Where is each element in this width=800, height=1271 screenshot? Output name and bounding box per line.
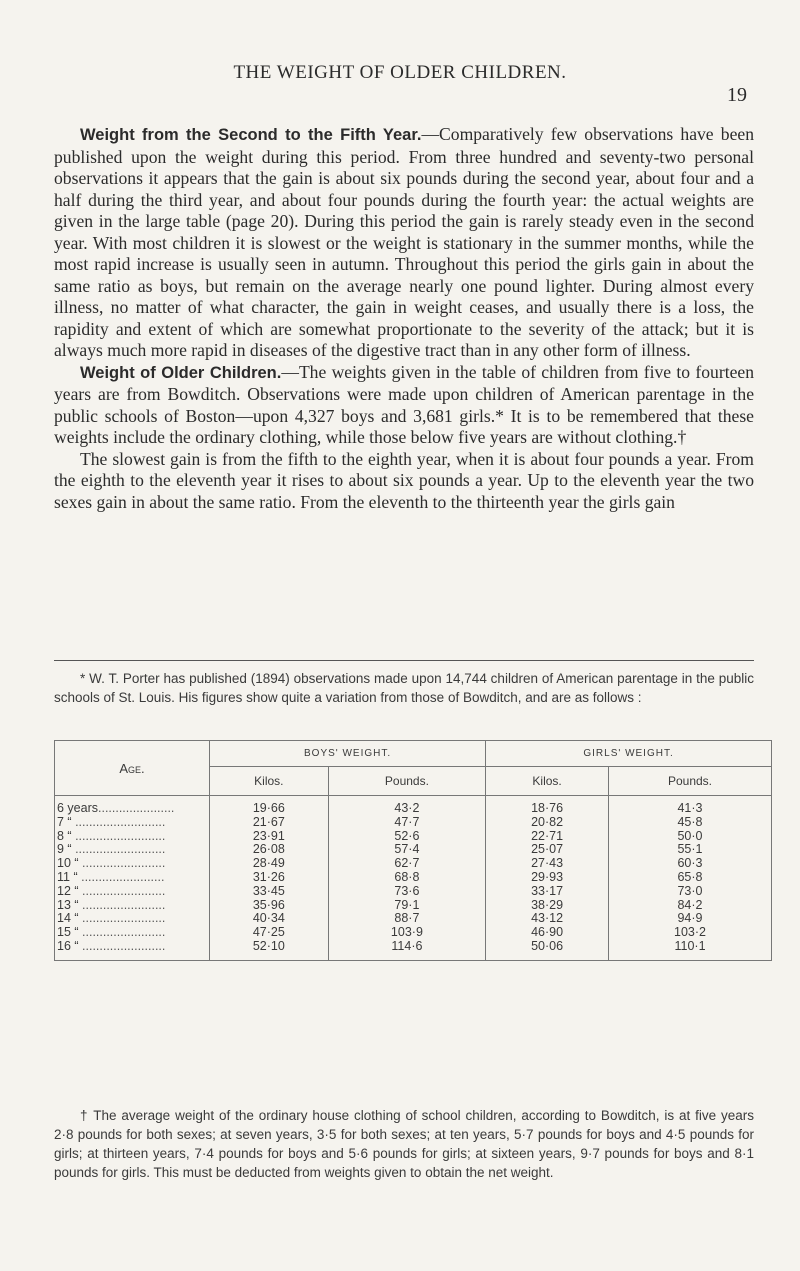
footnote-text: † The average weight of the ordinary house clothing of school children, according to Bowditch, is at five years 2·8 pounds for both sexes; at seven years, 3·5 for both sexes; at ten years, 5·7 pounds for boys and 4·5 pounds for girls; at thirteen years, 7·4 pounds for boys and 5·6 pounds for girls; at sixteen years, 9·7 pounds for boys and 8·1 pounds for girls. This must be deducted from weights given to obtain the net weight. <box>54 1108 754 1180</box>
table-row <box>55 885 772 899</box>
paragraph-slowest-gain <box>54 449 754 514</box>
weights-table <box>54 740 772 961</box>
girls-pounds-cell: 103·2 <box>609 926 772 940</box>
girls-kilos-header: Kilos. <box>486 767 609 796</box>
boys-pounds-header: Pounds. <box>328 767 485 796</box>
girls-pounds-cell: 65·8 <box>609 871 772 885</box>
boys-weight-header: BOYS' WEIGHT. <box>210 741 486 767</box>
boys-pounds-cell: 79·1 <box>328 899 485 913</box>
girls-kilos-cell: 33·17 <box>486 885 609 899</box>
girls-pounds-cell: 50·0 <box>609 830 772 844</box>
girls-pounds-cell: 55·1 <box>609 843 772 857</box>
girls-kilos-cell: 27·43 <box>486 857 609 871</box>
boys-pounds-cell: 52·6 <box>328 830 485 844</box>
leader-dots: ........................ <box>78 912 166 926</box>
leader-dots: .......................... <box>71 843 166 857</box>
age-cell: 9 “ <box>57 843 72 857</box>
boys-kilos-cell: 35·96 <box>210 899 329 913</box>
boys-kilos-cell: 21·67 <box>210 816 329 830</box>
footnote-text: * W. T. Porter has published (1894) observations made upon 14,744 children of American parentage in the public schools of St. Louis. His figures show quite a variation from those of Bowditch, and are as follows : <box>54 671 754 705</box>
table-row <box>55 857 772 871</box>
girls-kilos-cell: 25·07 <box>486 843 609 857</box>
table-row <box>55 871 772 885</box>
age-cell: 14 “ <box>57 912 79 926</box>
leader-dots: ........................ <box>78 926 166 940</box>
girls-kilos-cell: 46·90 <box>486 926 609 940</box>
girls-kilos-cell: 22·71 <box>486 830 609 844</box>
girls-pounds-cell: 84·2 <box>609 899 772 913</box>
boys-pounds-cell: 73·6 <box>328 885 485 899</box>
paragraph-second-to-fifth-year <box>54 124 754 362</box>
table-row <box>55 816 772 830</box>
section-heading: Weight from the Second to the Fifth Year. <box>80 126 422 144</box>
boys-kilos-cell: 23·91 <box>210 830 329 844</box>
age-cell: 7 “ <box>57 815 72 829</box>
boys-pounds-cell: 62·7 <box>328 857 485 871</box>
footnote-dagger <box>54 1106 754 1182</box>
table-row <box>55 830 772 844</box>
girls-pounds-cell: 45·8 <box>609 816 772 830</box>
footnote-star <box>54 669 754 707</box>
boys-kilos-cell: 40·34 <box>210 912 329 926</box>
table-row <box>55 912 772 926</box>
boys-kilos-cell: 47·25 <box>210 926 329 940</box>
table-row <box>55 926 772 940</box>
leader-dots: ........................ <box>78 898 166 912</box>
boys-kilos-header: Kilos. <box>210 767 329 796</box>
boys-kilos-cell: 28·49 <box>210 857 329 871</box>
boys-pounds-cell: 114·6 <box>328 940 485 960</box>
age-cell: 6 years <box>57 801 98 815</box>
girls-kilos-cell: 50·06 <box>486 940 609 960</box>
leader-dots: ........................ <box>78 939 166 953</box>
girls-kilos-cell: 43·12 <box>486 912 609 926</box>
boys-pounds-cell: 47·7 <box>328 816 485 830</box>
table-row <box>55 796 772 816</box>
boys-kilos-cell: 19·66 <box>210 796 329 816</box>
girls-pounds-cell: 73·0 <box>609 885 772 899</box>
girls-kilos-cell: 29·93 <box>486 871 609 885</box>
boys-kilos-cell: 52·10 <box>210 940 329 960</box>
age-cell: 16 “ <box>57 939 79 953</box>
age-cell: 10 “ <box>57 857 79 871</box>
leader-dots: .......................... <box>71 815 166 829</box>
age-cell: 13 “ <box>57 898 79 912</box>
age-cell: 12 “ <box>57 884 79 898</box>
boys-pounds-cell: 103·9 <box>328 926 485 940</box>
age-cell: 11 “ <box>57 870 78 884</box>
age-cell: 8 “ <box>57 829 72 843</box>
table-row <box>55 940 772 960</box>
footnote-rule <box>54 660 754 661</box>
paragraph-text: —Comparatively few observations have been published upon the weight during this period. From three hundred and seventy-two personal observations it appears that the gain is about six pounds during the second year, about four and a half during the third year, and about four pounds during the fourth year: the actual weights are given in the large table (page 20). During this period the gain is rarely steady even in the second year. With most children it is slowest or the weight is stationary in the summer months, while the most rapid increase is usually seen in autumn. Throughout this period the girls gain in about the same ratio as boys, but remain on the average nearly one pound lighter. During almost every illness, no matter of what character, the gain in weight ceases, and usually there is a loss, the rapidity and extent of which are somewhat proportionate to the severity of the attack; but it is always much more rapid in diseases of the digestive tract than in any other form of illness. <box>54 124 754 360</box>
girls-pounds-cell: 41·3 <box>609 796 772 816</box>
boys-kilos-cell: 33·45 <box>210 885 329 899</box>
paragraph-text: —The weights given in the table of children from five to fourteen years are from Bowditch. Observations were made upon children of American parentage in the public schools of Boston—upon 4,327 boys and 3,681 girls.* It is to be remembered that these weights include the ordinary clothing, while those below five years are without clothing.† <box>54 361 754 447</box>
boys-pounds-cell: 88·7 <box>328 912 485 926</box>
page-number: 19 <box>727 84 747 106</box>
leader-dots: ........................ <box>78 884 166 898</box>
leader-dots: ........................ <box>77 870 165 884</box>
weights-table-body <box>55 796 772 961</box>
age-cell: 15 “ <box>57 926 79 940</box>
leader-dots: ...................... <box>98 801 175 815</box>
table-row <box>55 899 772 913</box>
girls-kilos-cell: 38·29 <box>486 899 609 913</box>
boys-kilos-cell: 26·08 <box>210 843 329 857</box>
paragraph-older-children <box>54 362 754 449</box>
running-title: THE WEIGHT OF OLDER CHILDREN. <box>233 62 567 83</box>
girls-kilos-cell: 18·76 <box>486 796 609 816</box>
section-heading: Weight of Older Children. <box>80 363 282 382</box>
table-row <box>55 843 772 857</box>
body-text <box>54 124 754 513</box>
boys-pounds-cell: 57·4 <box>328 843 485 857</box>
leader-dots: ........................ <box>78 857 166 871</box>
girls-weight-header: GIRLS' WEIGHT. <box>486 741 772 767</box>
boys-pounds-cell: 68·8 <box>328 871 485 885</box>
boys-kilos-cell: 31·26 <box>210 871 329 885</box>
girls-pounds-cell: 110·1 <box>609 940 772 960</box>
age-header: Age. <box>55 741 210 796</box>
leader-dots: .......................... <box>71 829 166 843</box>
girls-pounds-header: Pounds. <box>609 767 772 796</box>
girls-pounds-cell: 60·3 <box>609 857 772 871</box>
boys-pounds-cell: 43·2 <box>328 796 485 816</box>
paragraph-text: The slowest gain is from the fifth to the eighth year, when it is about four pounds a year. From the eighth to the eleventh year it rises to about six pounds a year. Up to the eleventh year the two sexes gain in about the same ratio. From the eleventh to the thirteenth year the girls gain <box>54 448 754 512</box>
girls-kilos-cell: 20·82 <box>486 816 609 830</box>
girls-pounds-cell: 94·9 <box>609 912 772 926</box>
